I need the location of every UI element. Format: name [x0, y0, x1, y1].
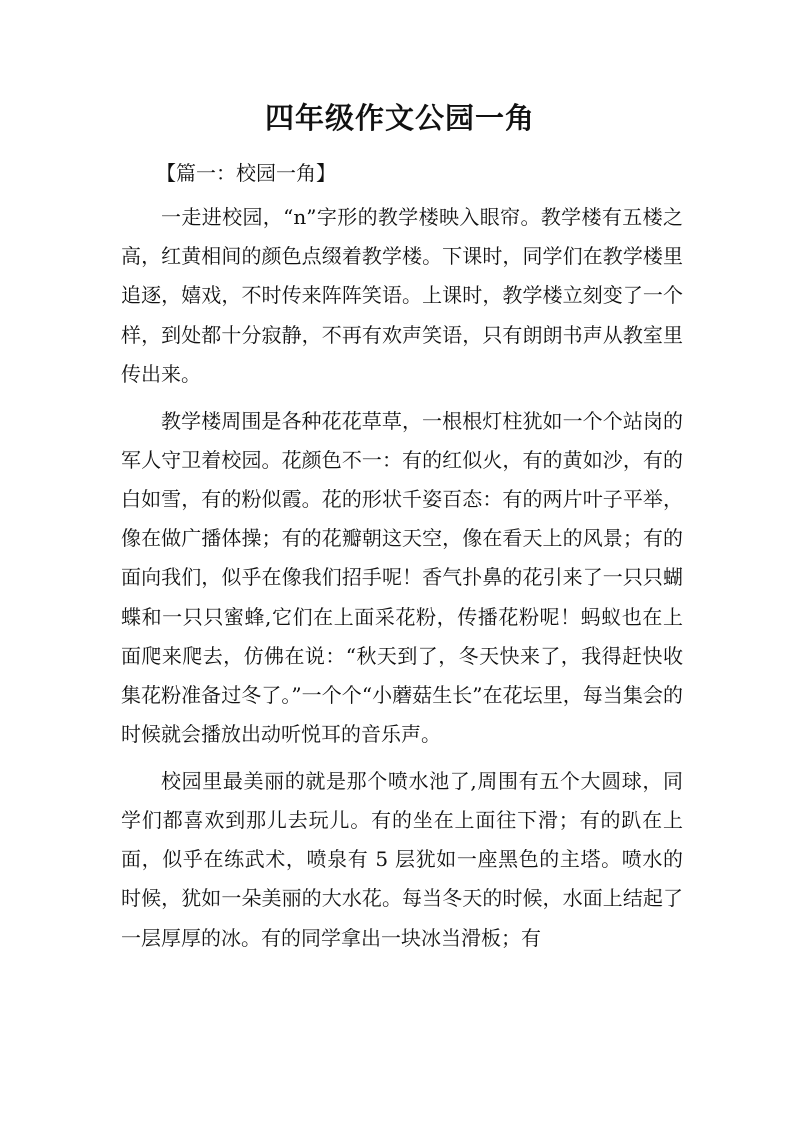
document-body [121, 198, 683, 965]
paragraph-1: 一走进校园，“n”字形的教学楼映入眼帘。教学楼有五楼之高，红黄相间的颜色点缀着教学楼。下课时，同学们在教学楼里追逐，嬉戏，不时传来阵阵笑语。上课时，教学楼立刻变了一个样，到处都十分寂静，不再有欢声笑语，只有朗朗书声从教室里传出来。 [121, 205, 683, 386]
paragraph-3: 校园里最美丽的就是那个喷水池了,周围有五个大圆球，同学们都喜欢到那儿去玩儿。有的坐在上面往下滑；有的趴在上面，似乎在练武术，喷泉有 5 层犹如一座黑色的主塔。喷水的时候，犹如一朵美丽的大水花。每当冬天的时候，水面上结起了一层厚厚的冰。有的同学拿出一块冰当滑板；有 [121, 768, 683, 950]
document-title: 四年级作文公园一角 [264, 101, 535, 135]
paragraph-2: 教学楼周围是各种花花草草，一根根灯柱犹如一个个站岗的军人守卫着校园。花颜色不一：有的红似火，有的黄如沙，有的白如雪，有的粉似霞。花的形状千姿百态：有的两片叶子平举，像在做广播体操；有的花瓣朝这天空，像在看天上的风景；有的面向我们，似乎在像我们招手呢！香气扑鼻的花引来了一只只蝴蝶和一只只蜜蜂,它们在上面采花粉，传播花粉呢！蚂蚁也在上面爬来爬去，仿佛在说：“秋天到了，冬天快来了，我得赶快收集花粉准备过冬了。”一个个“小蘑菇生长”在花坛里，每当集会的时候就会播放出动听悦耳的音乐声。 [121, 408, 683, 747]
section-heading: 【篇一：校园一角】 [156, 161, 336, 185]
